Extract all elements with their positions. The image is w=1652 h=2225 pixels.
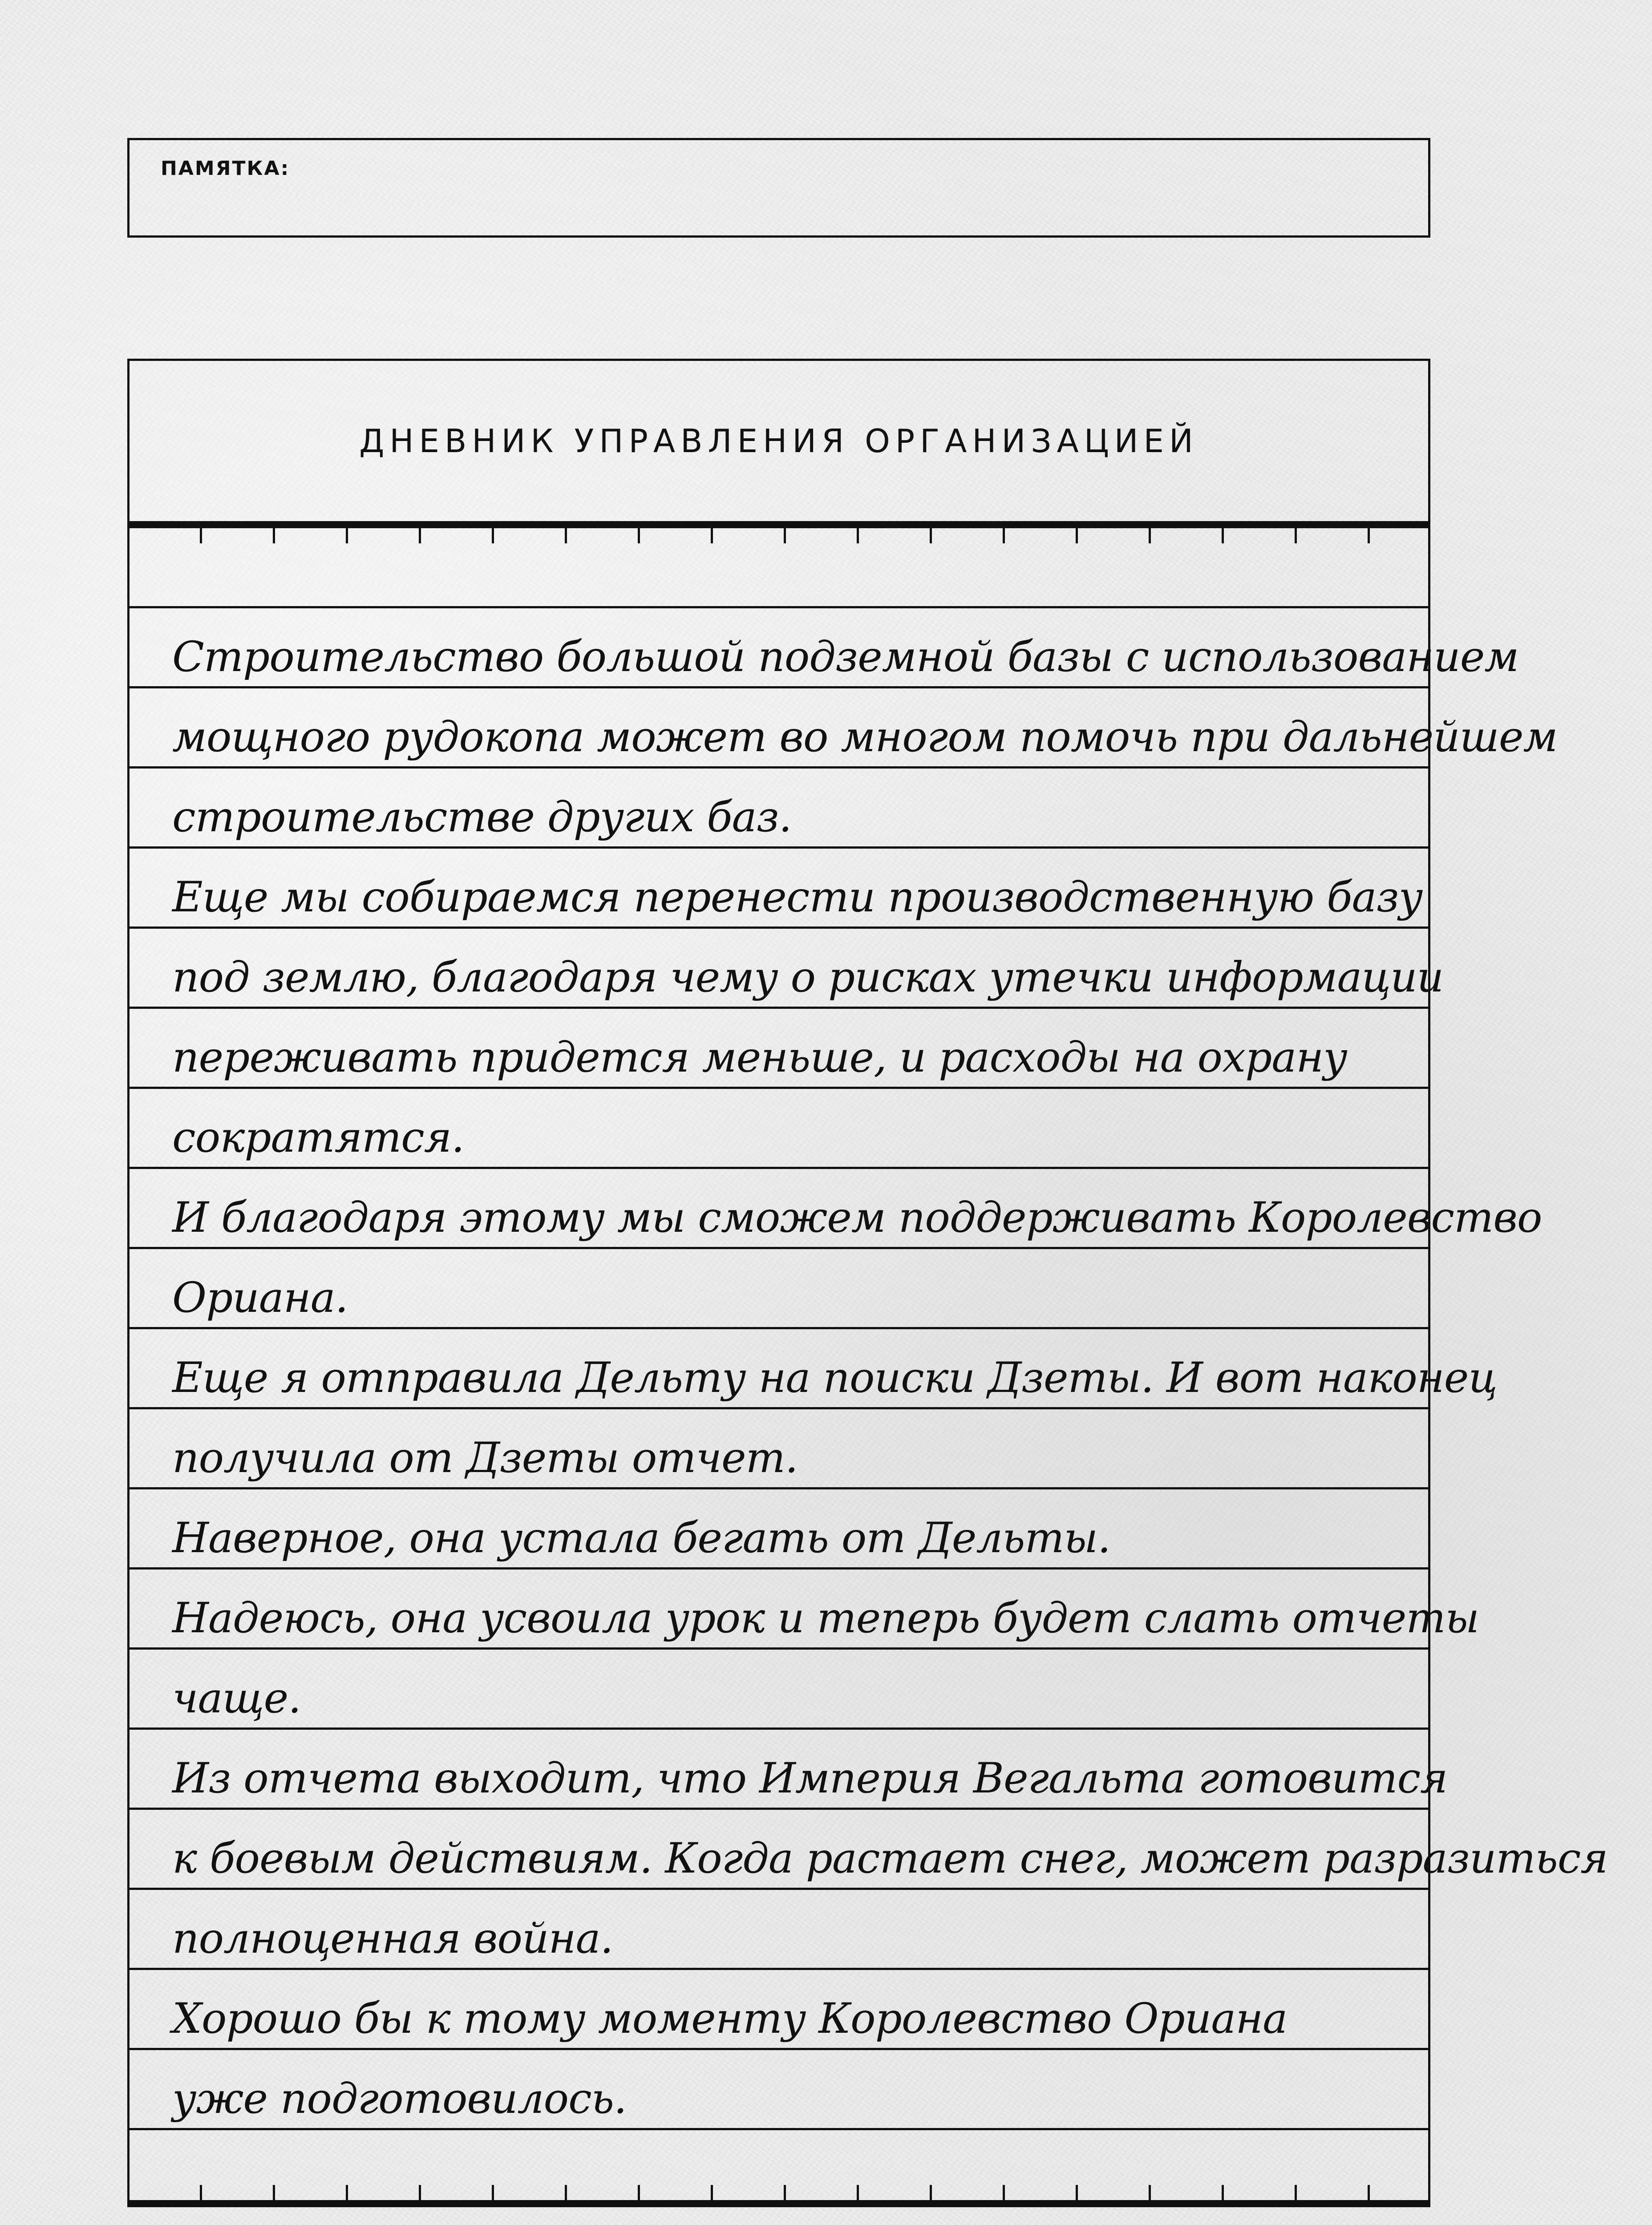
- diary-line-text: Ориана.: [172, 1274, 348, 1322]
- ruler-tick: [857, 2185, 859, 2200]
- ruler-tick: [930, 2185, 932, 2200]
- diary-table: [127, 359, 1608, 2207]
- ruler-tick: [1076, 2185, 1078, 2200]
- diary-line-text: Наверное, она устала бегать от Дельты.: [172, 1514, 1110, 1562]
- diary-line-text: Еще мы собираемся перенести производственную базу: [172, 873, 1423, 922]
- diary-line: [130, 2050, 1428, 2130]
- ruler-tick: [1222, 2185, 1224, 2200]
- diary-line-text: переживать придется меньше, и расходы на охрану: [172, 1033, 1347, 1082]
- diary-line-text: И благодаря этому мы сможем поддерживать Королевство: [172, 1193, 1542, 1242]
- diary-line: [130, 688, 1558, 769]
- diary-line-text: сократятся.: [172, 1113, 464, 1162]
- diary-line-text: Хорошо бы к тому моменту Королевство Ориана: [172, 1994, 1288, 2043]
- ruler-tick: [565, 2185, 567, 2200]
- diary-line: [130, 1570, 1479, 1650]
- diary-line: [130, 769, 1428, 849]
- diary-line: [130, 528, 1428, 608]
- diary-line: [130, 1890, 1428, 1970]
- ruler-tick: [1295, 2185, 1297, 2200]
- diary-top-rule: [127, 521, 1430, 528]
- ruler-tick: [1003, 2185, 1005, 2200]
- diary-line: [130, 1409, 1428, 1489]
- ruler-tick: [419, 2185, 421, 2200]
- ruler-tick: [1149, 2185, 1151, 2200]
- diary-line: [130, 1810, 1608, 1890]
- diary-line: [130, 1249, 1428, 1329]
- diary-line: [130, 1089, 1428, 1169]
- ruler-tick: [711, 2185, 713, 2200]
- diary-line: [130, 1489, 1428, 1570]
- diary-line-text: Из отчета выходит, что Империя Вегальта готовится: [172, 1754, 1448, 1803]
- diary-line: [130, 1650, 1428, 1730]
- diary-line: [130, 1730, 1448, 1810]
- ruler-tick: [1368, 2185, 1370, 2200]
- diary-line-text: Надеюсь, она усвоила урок и теперь будет слать отчеты: [172, 1594, 1479, 1642]
- diary-line-text: под землю, благодаря чему о рисках утечки информации: [172, 953, 1444, 1002]
- ruler-tick: [200, 2185, 202, 2200]
- diary-line-text: полноценная война.: [172, 1914, 613, 1963]
- diary-line-text: Строительство большой подземной базы с использованием: [172, 633, 1519, 681]
- bottom-tick-marks: [130, 2185, 1428, 2200]
- ruler-tick: [784, 2185, 786, 2200]
- diary-line-text: к боевым действиям. Когда растает снег, может разразиться: [172, 1834, 1608, 1883]
- diary-line-text: мощного рудокопа может во многом помочь при дальнейшем: [172, 713, 1558, 761]
- diary-line: [130, 1329, 1497, 1409]
- diary-line: [130, 1169, 1542, 1249]
- diary-line: [130, 608, 1519, 688]
- diary-bottom-rule: [127, 2200, 1430, 2207]
- ruler-tick: [492, 2185, 494, 2200]
- diary-line-text: получила от Дзеты отчет.: [172, 1434, 798, 1482]
- diary-line-text: строительстве других баз.: [172, 793, 792, 841]
- memo-box: [127, 138, 1430, 238]
- ruler-tick: [346, 2185, 348, 2200]
- memo-label: ПАМЯТКА:: [161, 157, 290, 180]
- diary-line-text: чаще.: [172, 1674, 301, 1723]
- diary-line: [130, 1009, 1428, 1089]
- diary-line-text: Еще я отправила Дельту на поиски Дзеты. И вот наконец: [172, 1354, 1497, 1402]
- diary-line-text: уже подготовилось.: [172, 2075, 627, 2123]
- diary-line: [130, 1970, 1428, 2050]
- diary-line: [130, 849, 1428, 929]
- diary-lines: [130, 528, 1608, 2210]
- diary-title: ДНЕВНИК УПРАВЛЕНИЯ ОРГАНИЗАЦИЕЙ: [359, 422, 1199, 460]
- diary-line: [130, 929, 1444, 1009]
- ruler-tick: [273, 2185, 275, 2200]
- ruler-tick: [638, 2185, 640, 2200]
